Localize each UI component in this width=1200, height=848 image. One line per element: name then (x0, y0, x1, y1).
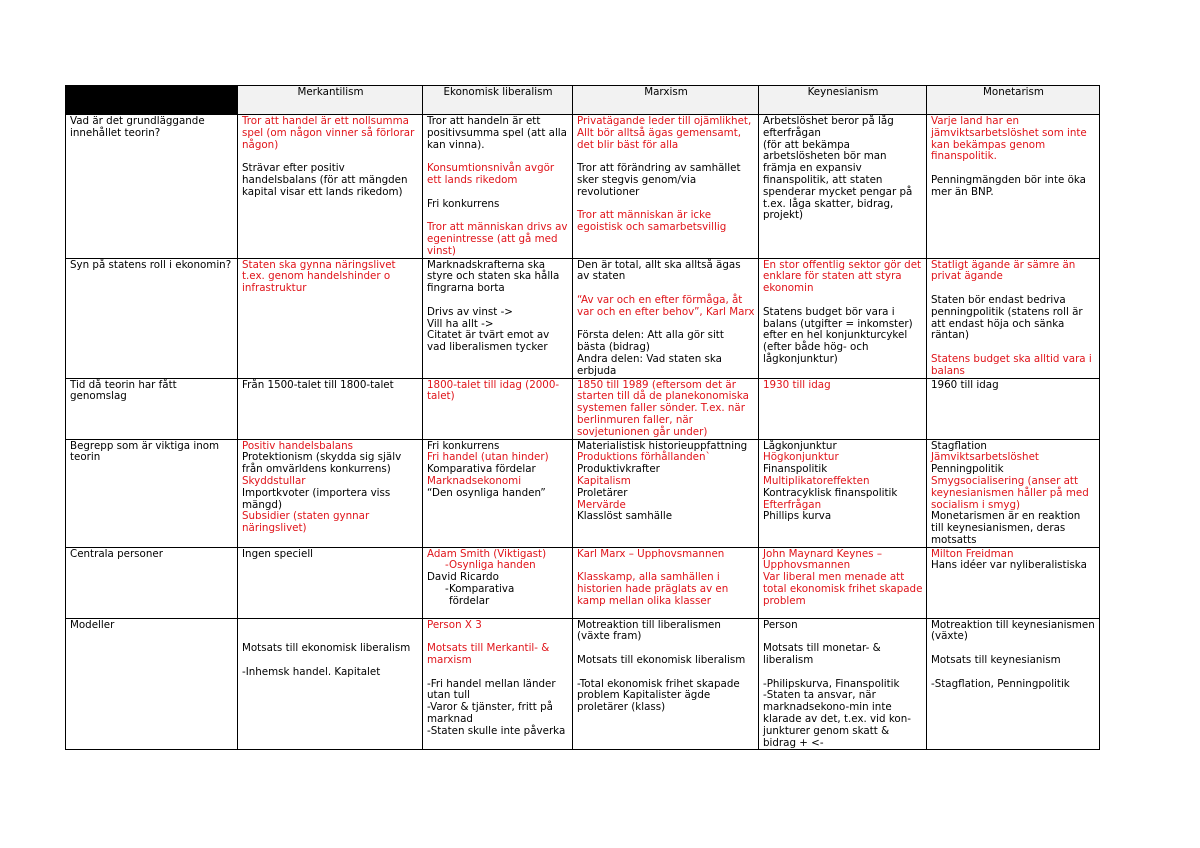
row-label: Modeller (70, 618, 115, 631)
row-label: Tid då teorin har fått genomslag (70, 378, 177, 403)
cell-paragraph: Högkonjunktur (763, 451, 839, 464)
header-ekonomisk-liberalism: Ekonomisk liberalism (423, 86, 573, 115)
table-cell (238, 547, 423, 618)
table-cell (238, 618, 423, 750)
cell-paragraph: Första delen: Att alla gör sitt bästa (bidrag) Andra delen: Vad staten ska erbjuda (577, 329, 724, 377)
row-label: Centrala personer (70, 547, 163, 560)
cell-paragraph: Mervärde (577, 498, 626, 511)
header-monetarism: Monetarism (927, 86, 1100, 115)
cell-paragraph: Tror att handel är ett nollsumma spel (om någon vinner så förlorar någon) (242, 115, 415, 151)
cell-paragraph: Hans idéer var nyliberalistiska (931, 559, 1087, 572)
table-cell (423, 378, 573, 439)
cell-paragraph: Arbetslöshet beror på låg efterfrågan (för att bekämpa arbetslösheten bör man främja en expansiv finanspolitik, att staten spenderar mycket pengar på t.ex. låga skatter, bidrag, projekt) (763, 115, 913, 222)
cell-paragraph: Statligt ägande är sämre än privat ägande (931, 258, 1076, 283)
cell-paragraph: Kapitalism (577, 474, 631, 487)
table-row (66, 547, 1100, 618)
cell-paragraph: Den är total, allt ska alltså ägas av staten (577, 258, 741, 283)
row-label-cell (66, 258, 238, 378)
cell-paragraph: -Total ekonomisk frihet skapade problem Kapitalister ägde proletärer (klass) (577, 677, 740, 714)
table-row (66, 439, 1100, 547)
table-cell (423, 115, 573, 259)
header-corner-cell (66, 86, 238, 115)
cell-paragraph: Motsats till Merkantil- & marxism (427, 642, 550, 667)
cell-paragraph: Monetarismen är en reaktion till keynesianismen, deras motsatts (931, 510, 1081, 546)
cell-paragraph: Konsumtionsnivån avgör ett lands rikedom (427, 162, 555, 186)
cell-paragraph (577, 667, 755, 679)
cell-paragraph: Adam Smith (Viktigast) (427, 547, 547, 560)
header-row (66, 86, 1100, 115)
cell-paragraph: Tror att människan är icke egoistisk och samarbetsvillig (577, 209, 727, 234)
cell-paragraph: Milton Freidman (931, 547, 1014, 560)
header-keynesianism: Keynesianism (759, 86, 927, 115)
cell-paragraph: Motsats till keynesianism (931, 654, 1061, 667)
table-cell (573, 547, 759, 618)
table-cell (927, 547, 1100, 618)
cell-paragraph: Tror att förändring av samhället sker stegvis genom/via revolutioner (577, 162, 741, 198)
cell-paragraph: Importkvoter (importera viss mängd) (242, 486, 391, 511)
row-label-cell (66, 378, 238, 439)
cell-paragraph: Staten bör endast bedriva penningpolitik (statens roll är att endast höja och sänka räntan) (931, 293, 1083, 342)
cell-paragraph: Proletärer (577, 486, 628, 499)
bullet-item: - Osynliga handen (427, 560, 569, 572)
cell-paragraph: Drivs av vinst -> Vill ha allt -> Citatet är tvärt emot av vad liberalismen tycker (427, 305, 550, 354)
table-cell (423, 439, 573, 547)
cell-paragraph: Tror att handeln är ett positivsumma spel (att alla kan vinna). (427, 115, 567, 151)
cell-paragraph: Privatägande leder till ojämlikhet, Allt bör alltså ägas gemensamt, det blir bäst för alla (577, 115, 752, 151)
header-merkantilism: Merkantilism (238, 86, 423, 115)
cell-paragraph: Motsats till ekonomisk liberalism (577, 654, 746, 667)
cell-paragraph (931, 667, 1096, 679)
row-label: Begrepp som är viktiga inom teorin (70, 439, 220, 464)
cell-paragraph: Fri konkurrens (427, 439, 500, 452)
cell-paragraph: Jämviktsarbetslöshet (931, 451, 1039, 464)
cell-paragraph: Motsats till monetar- & liberalism (763, 642, 881, 667)
cell-paragraph: David Ricardo (427, 571, 499, 584)
table-cell (759, 439, 927, 547)
table-cell (927, 439, 1100, 547)
table-cell (927, 618, 1100, 750)
cell-paragraph: Penningpolitik (931, 463, 1004, 476)
cell-paragraph: En stor offentlig sektor gör det enklare för staten att styra ekonomin (763, 258, 922, 295)
table-row (66, 378, 1100, 439)
table-row (66, 258, 1100, 378)
cell-paragraph: Fri konkurrens (427, 197, 500, 210)
cell-paragraph: Person X 3 (427, 618, 482, 631)
cell-paragraph: -Philipskurva, Finanspolitik -Staten ta ansvar, när marknadsekono-min inte klarade av det, t.ex. vid kon-junkturer genom skatt & bidrag + <- (763, 677, 911, 749)
cell-paragraph: Klasskamp, alla samhällen i historien hade präglats av en kamp mellan olika klasser (577, 571, 729, 607)
cell-paragraph: Motsats till ekonomisk liberalism (242, 642, 411, 655)
cell-paragraph: Från 1500-talet till 1800-talet (242, 378, 394, 391)
cell-paragraph: Marknadskrafterna ska styre och staten ska hålla fingrarna borta (427, 258, 560, 295)
row-label-cell (66, 115, 238, 259)
table-cell (759, 618, 927, 750)
cell-paragraph: Protektionism (skydda sig själv från omvärldens konkurrens) (242, 451, 402, 476)
cell-paragraph (427, 667, 569, 679)
cell-paragraph: Karl Marx – Upphovsmannen (577, 547, 725, 560)
cell-paragraph: Positiv handelsbalans (242, 439, 353, 452)
cell-paragraph: Phillips kurva (763, 510, 832, 523)
row-label-cell (66, 439, 238, 547)
cell-paragraph: Statens budget bör vara i balans (utgifter = inkomster) efter en hel konjunkturcykel (efter både hög- och lågkonjunktur) (763, 305, 913, 365)
cell-paragraph: Motreaktion till keynesianismen (växte) (931, 618, 1095, 643)
cell-paragraph: Ingen speciell (242, 547, 314, 560)
cell-paragraph: Lågkonjunktur (763, 439, 837, 452)
table-cell (238, 378, 423, 439)
cell-paragraph: 1930 till idag (763, 378, 831, 391)
cell-paragraph: “Den osynliga handen” (427, 486, 546, 499)
cell-paragraph: Kontracyklisk finanspolitik (763, 486, 898, 499)
cell-paragraph: Produktivkrafter (577, 463, 660, 476)
cell-paragraph: Skyddstullar (242, 474, 306, 487)
table-cell (927, 378, 1100, 439)
table-cell (573, 115, 759, 259)
theory-comparison-table (65, 85, 1100, 750)
cell-paragraph (763, 667, 923, 679)
header-marxism: Marxism (573, 86, 759, 115)
cell-paragraph: Varje land har en jämviktsarbetslöshet som inte kan bekämpas genom finanspolitik. (931, 115, 1087, 163)
cell-paragraph (242, 620, 419, 632)
row-label: Syn på statens roll i ekonomin? (70, 258, 232, 271)
cell-paragraph: Multiplikatoreffekten (763, 474, 870, 487)
table-cell (759, 378, 927, 439)
cell-paragraph: Statens budget ska alltid vara i balans (931, 352, 1092, 377)
cell-paragraph: Smygsocialisering (anser att keynesianismen håller på med socialism i smyg) (931, 474, 1089, 511)
table-cell (238, 115, 423, 259)
table-row (66, 618, 1100, 750)
cell-paragraph: Staten ska gynna näringslivet t.ex. genom handelshinder o infrastruktur (242, 258, 396, 295)
cell-paragraph: 1960 till idag (931, 378, 999, 391)
cell-paragraph: Penningmängden bör inte öka mer än BNP. (931, 173, 1086, 198)
cell-paragraph: “Av var och en efter förmåga, åt var och en efter behov”, Karl Marx (577, 293, 755, 318)
table-cell (573, 378, 759, 439)
cell-paragraph: Marknadsekonomi (427, 474, 522, 487)
bullet-item: - Komparativa fördelar (427, 584, 569, 608)
table-cell (423, 547, 573, 618)
row-label-cell (66, 547, 238, 618)
table-cell (423, 618, 573, 750)
cell-paragraph: Motreaktion till liberalismen (växte fram) (577, 618, 721, 643)
cell-paragraph: 1800-talet till idag (2000-talet) (427, 378, 560, 403)
cell-paragraph: Person (763, 618, 798, 631)
table-cell (759, 547, 927, 618)
table-cell (238, 258, 423, 378)
table-cell (759, 115, 927, 259)
cell-paragraph (763, 295, 923, 307)
table-cell (573, 439, 759, 547)
cell-paragraph: Strävar efter positiv handelsbalans (för att mängden kapital visar ett lands rikedom) (242, 162, 408, 198)
cell-paragraph: Materialistisk historieuppfattning (577, 439, 748, 452)
table-cell (927, 258, 1100, 378)
table-cell (927, 115, 1100, 259)
cell-paragraph: 1850 till 1989 (eftersom det är starten till då de planekonomiska systemen faller sönder. T.ex. när berlinmuren faller, när sovjetunionen går under) (577, 378, 749, 438)
row-label: Vad är det grundläggande innehållet teorin? (70, 115, 205, 139)
cell-paragraph: Klasslöst samhälle (577, 510, 673, 523)
cell-paragraph (427, 295, 569, 307)
cell-paragraph: Komparativa fördelar (427, 463, 536, 476)
cell-paragraph: Stagflation (931, 439, 987, 452)
cell-paragraph: Fri handel (utan hinder) (427, 451, 549, 464)
table-row (66, 115, 1100, 259)
row-label-cell (66, 618, 238, 750)
cell-paragraph: Tror att människan drivs av egenintresse (att gå med vinst) (427, 221, 568, 257)
table-cell (238, 439, 423, 547)
table-cell (573, 258, 759, 378)
cell-paragraph: John Maynard Keynes – Upphovsmannen Var liberal men menade att total ekonomisk frihet skapade problem (763, 547, 923, 607)
table-cell (759, 258, 927, 378)
cell-paragraph: -Stagflation, Penningpolitik (931, 677, 1070, 690)
table-cell (573, 618, 759, 750)
cell-paragraph: Produktions förhållanden` (577, 451, 711, 464)
cell-paragraph: -Inhemsk handel. Kapitalet (242, 665, 381, 678)
cell-paragraph: Subsidier (staten gynnar näringslivet) (242, 510, 370, 535)
table-body (66, 86, 1100, 750)
cell-paragraph: -Fri handel mellan länder utan tull -Varor & tjänster, fritt på marknad -Staten skulle inte påverka (427, 677, 566, 737)
cell-paragraph (427, 187, 569, 199)
cell-paragraph: Efterfrågan (763, 498, 822, 511)
table-cell (423, 258, 573, 378)
cell-paragraph: Finanspolitik (763, 463, 828, 476)
